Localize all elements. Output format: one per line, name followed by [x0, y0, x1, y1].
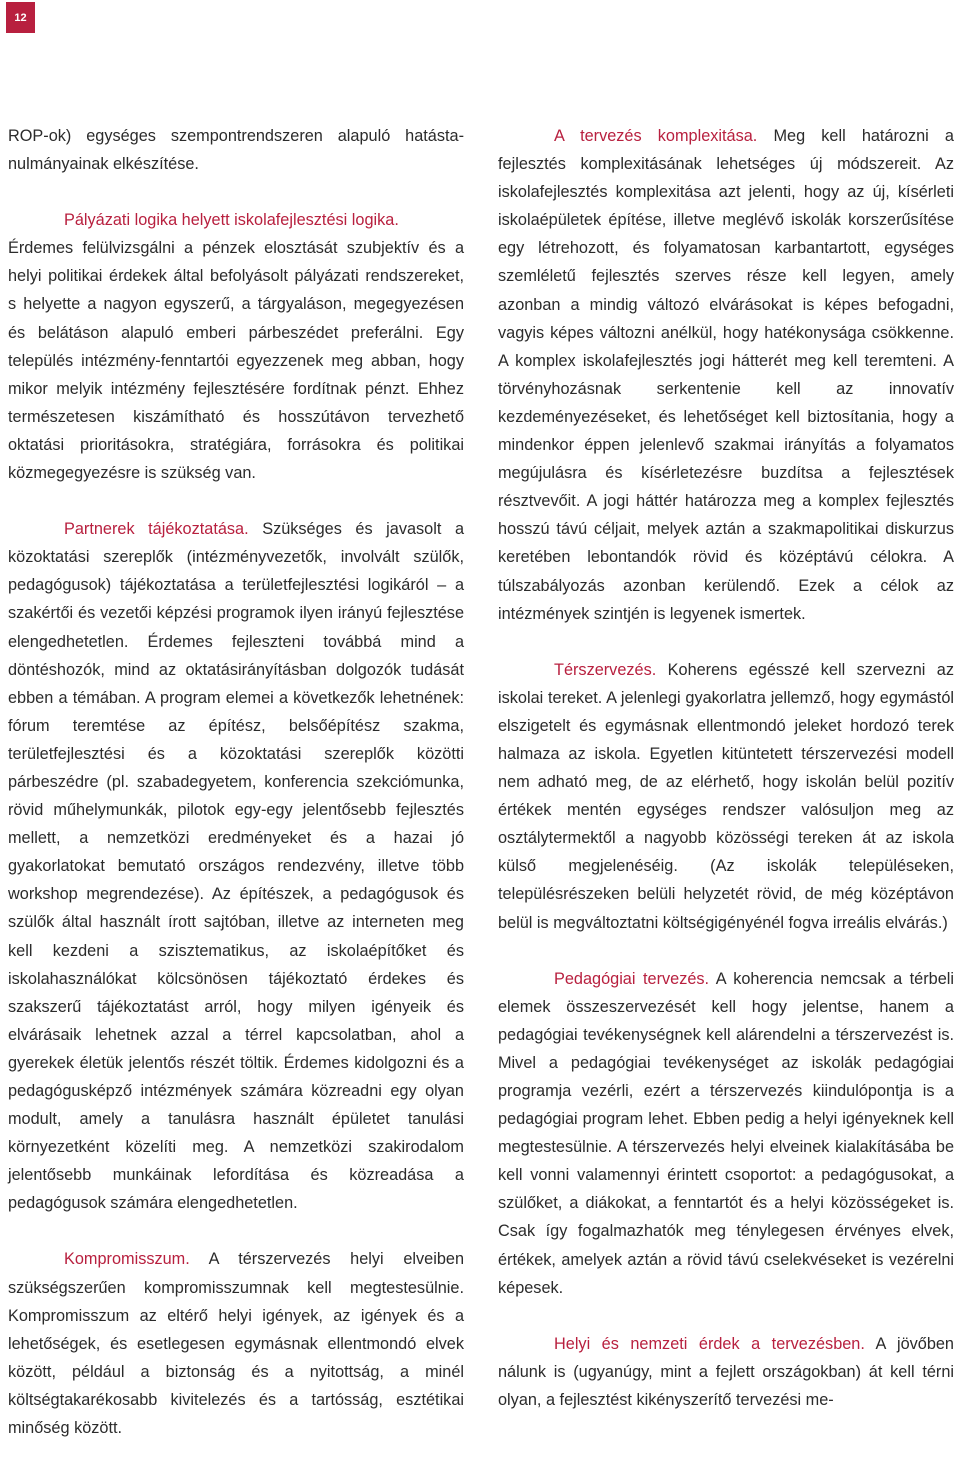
paragraph-palyazati-logika [8, 206, 464, 487]
paragraph-kompromisszum [8, 1245, 464, 1442]
section-heading: A tervezés komplexitása. [554, 127, 758, 145]
paragraph-text: A térszervezés helyi elveiben szükségszerűen kompromisszumnak kell megtestesülnie. Kompromisszum az eltérő helyi igények, az igények és a lehetőségek, és esetlegesen egymásnak ellentmondó elvek között, például a biztonság és a nyitottság, a minél költségtakarékosabb kivitelezés és a tartósság, esztétikai minőség között. [8, 1250, 464, 1438]
left-column [8, 122, 464, 1442]
section-heading: Partnerek tájékoztatása. [64, 520, 249, 539]
paragraph-text: Meg kell határozni a fejlesztés komplexitásának lehetséges új módszereit. Az iskolafejlesztés komplexitása azt jelenti, hogy az új, kísérleti iskolaépületek építése, illetve meglévő iskolák korszerűsítése egy létrehozott, és folyamatosan karbantartott, egységes szemléletű fejlesztés szerves része kell legyen, amely azonban a mindig változó elvárásokat is képes befogadni, vagyis képes változni anélkül, hogy hatékonysága csökkenne. A komplex iskolafejlesztés jogi hátterét meg kell teremteni. A törvényhozásnak serkentenie kell az innovatív kezdeményezéseket, és lehetőséget kell biztosítania, hogy a mindenkor éppen jelenlevő szakmai irányítás a folyamatos megújulásra és kísérletezésre buzdítsa a fejlesztések résztvevőit. A jogi háttér határozza meg a komplex fejlesztés hosszú távú céljait, melyek aztán a szakmapolitikai diskurzus keretében lebontandók rövid és középtávú célokra. A túlszabályozás azonban kerülendő. Ezek a célok az intézmények szintjén is legyenek ismertek. [498, 127, 954, 623]
paragraph-text: Érdemes felülvizsgálni a pénzek elosztását szubjektív és a helyi politikai érdekek által befolyásolt pályázati rendszereket, s helyette a nagyon egyszerű, a tárgyaláson, megegyezésen és belátáson alapuló emberi párbeszédet preferálni. Egy település intézmény-fenntartói egyezzenek meg abban, hogy mikor melyik intézmény fejlesztésére fordítnak pénzt. Ehhez természetesen kiszámítható és hosszútávon tervezhető oktatási prioritásokra, stratégiára, forrásokra és politikai közmegegyezésre is szükség van. [8, 239, 464, 483]
section-heading: Pályázati logika helyett iskolafejlesztési logika. [64, 211, 399, 230]
paragraph-terszervezes [498, 656, 954, 937]
right-column [498, 122, 954, 1414]
section-heading: Kompromisszum. [64, 1250, 190, 1269]
paragraph-text: ROP-ok) egységes szempontrendszeren alapuló hatástanulmányainak elkészítése. [8, 127, 464, 174]
paragraph-text: A koherencia nemcsak a térbeli elemek összeszervezését kell hogy jelentse, hanem a pedagógiai tevékenységnek kell alárendelni a térszervezést is. Mivel a pedagógiai tevékenységet az iskolák pedagógiai programja vezérli, ezért a térszervezés kiindulópontja is a pedagógiai program lehet. Ebben pedig a helyi igényeknek kell megtestesülnie. A térszervezés helyi elveinek kialakításába be kell vonni valamennyi érintett csoportot: a pedagógusokat, a szülőket, a diákokat, a fenntartót és a helyi közösségeket is. Csak így fogalmazhatók meg ténylegesen érvényes elvek, értékek, amelyek aztán a rövid távú cselekvéseket is vezérelni képesek. [498, 969, 955, 1297]
paragraph-pedagogiai-tervezes [498, 965, 954, 1302]
paragraph-text: A jövőben nálunk is (ugyanúgy, mint a fejlett országokban) át kell térni olyan, a fejlesztést kikényszerítő tervezési me- [498, 1334, 954, 1409]
section-heading: Helyi és nemzeti érdek a tervezésben. [554, 1334, 865, 1353]
paragraph-text: Koherens egésszé kell szervezni az iskolai tereket. A jelenlegi gyakorlatra jellemző, hogy egymástól elszigetelt és egymásnak ellentmondó jeleket hordozó terek halmaza az iskola. Egyetlen kitüntetett térszervezési modell nem adható meg, de az elérhető, hogy iskolán belül pozitív értékek mentén egységes rendszer valósuljon meg az osztálytermektől a nagyobb közösségi tereken át az iskola külső megjelenéséig. (Az iskolák településeken, településrészeken belüli helyzetét rövid, de még középtávon belül is megváltoztatni költségigényénél fogva irreális elvárás.) [498, 660, 954, 932]
section-heading: Térszervezés. [554, 660, 657, 679]
paragraph-text: Szükséges és javasolt a közoktatási szereplők (intézményvezetők, involvált szülők, pedagógusok) tájékoztatása a területfejlesztési logikáról – a szakértői és vezetői képzési programok ilyen irányú fejlesztése elengedhetetlen. Érdemes fejleszteni továbbá mind a döntéshozók, mind az oktatásirányításban dolgozók tudását ebben a témában. A program elemei a következők lehetnének: fórum teremtése az építész, belsőépítész szakma, területfejlesztési és a közoktatási szereplők közötti párbeszédre (pl. szabadegyetem, konferencia szekciómunka, rövid műhelymunkák, pilotok egy-egy jelentősebb fejlesztés mellett, a nemzetközi eredményeket és a hazai jó gyakorlatokat bemutató országos rendezvény, illetve több workshop megrendezése). Az építészek, a pedagógusok és szülők által használt írott sajtóban, illetve az interneten meg kell kezdeni a szisztematikus, az iskolaépítőket és iskolahasználókat kölcsönösen tájékoztató érdekes és szakszerű tájékoztatást arról, hogy milyen igényeik és elvárásaik lehetnek azzal a térrel kapcsolatban, ahol a gyerekek életük jelentős részét töltik. Érdemes kidolgozni és a pedagógusképző intézmények számára közreadni egy olyan modult, amely a tanulásra használt épületet tanulási környezetként közelíti meg. A nemzetközi szakirodalom jelentősebb munkáinak lefordítása és közreadása a pedagógusok számára elengedhetetlen. [8, 520, 465, 1213]
paragraph-tervezes-komplexitasa [498, 122, 954, 628]
paragraph-partnerek [8, 515, 464, 1217]
section-heading: Pedagógiai tervezés. [554, 969, 710, 988]
page-number-badge: 12 [6, 2, 35, 33]
paragraph-helyi-nemzeti-erdek [498, 1330, 954, 1414]
paragraph-continuation [8, 122, 464, 178]
